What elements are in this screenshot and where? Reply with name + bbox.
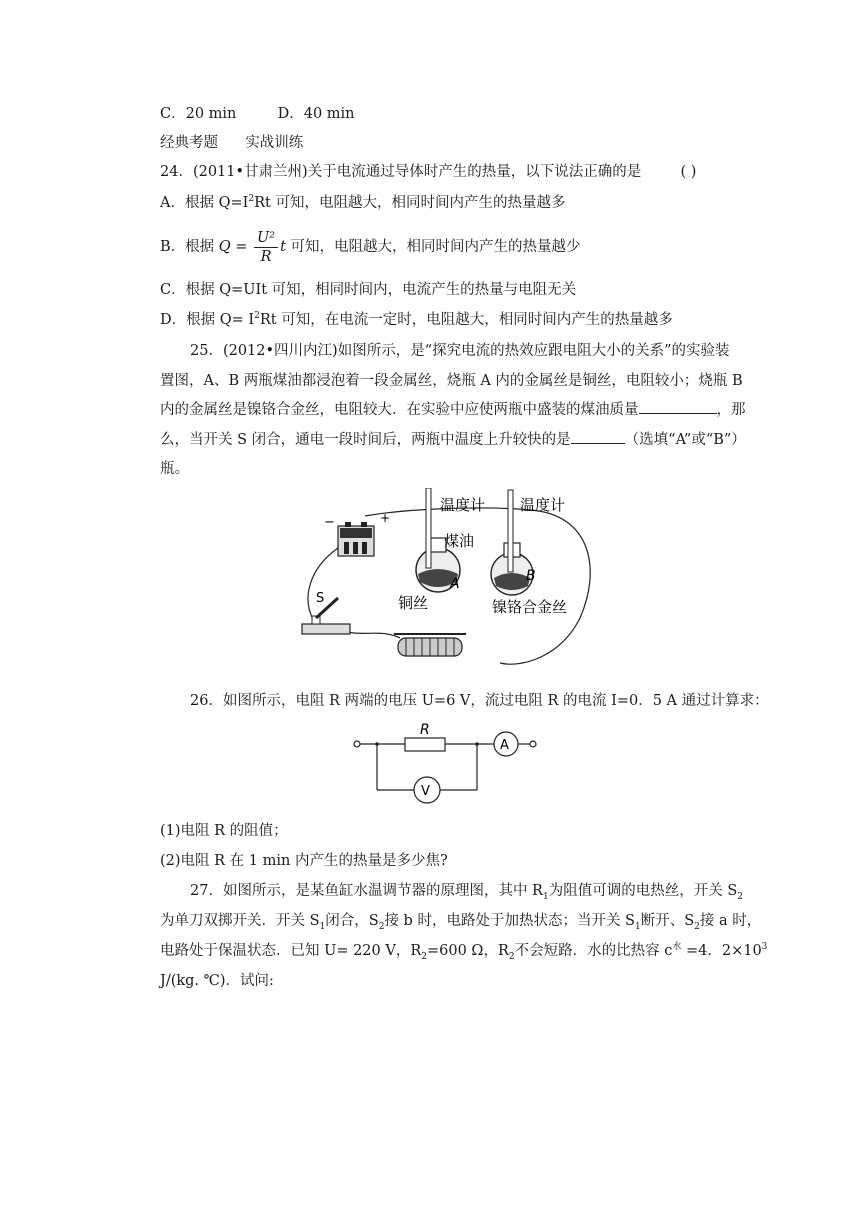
- q27-l2-sub2: 2: [378, 921, 385, 932]
- q24-option-d: [160, 309, 673, 331]
- voltmeter-label: V: [421, 784, 430, 799]
- q24-stem: [160, 161, 696, 183]
- battery-minus: −: [324, 515, 335, 530]
- fraction-denominator: R: [260, 248, 272, 265]
- q27-l3c: 不会短路．水的比热容 c: [514, 943, 673, 959]
- q27-line-2: [160, 910, 761, 932]
- q27-l2-sub4: 2: [694, 921, 700, 932]
- q27-l3-sup2: 3: [761, 942, 768, 953]
- section-title-left: 经典考题: [160, 135, 218, 151]
- q25-line-3-text: 内的金属丝是镍铬合金丝，电阻较大．在实验中应使两瓶中盛装的煤油质量: [160, 402, 639, 418]
- q24-option-c: C．根据 Q=UIt 可知，相同时间内，电流产生的热量与电阻无关: [160, 282, 577, 298]
- kerosene-label: 煤油: [444, 532, 475, 550]
- q27-l2e: 接 a 时，: [699, 913, 762, 929]
- flask-b-label: B: [526, 568, 536, 584]
- answer-paren: ( ): [680, 164, 697, 180]
- q24-option-b: [160, 228, 581, 266]
- q26-stem: 26．如图所示，电阻 R 两端的电压 U=6 V，流过电阻 R 的电流 I=0．5 A 通过计算求：: [190, 693, 769, 709]
- option-b-post: 可知，电阻越大，相同时间内产生的热量越少: [285, 239, 581, 255]
- q27-l2b: 闭合，S: [325, 913, 379, 929]
- answer-blank-1[interactable]: [639, 399, 717, 414]
- q25-line-4: [160, 429, 746, 451]
- formula-eq: =: [230, 239, 253, 255]
- q25-line-4-tail: （选填“A”或“B”）: [624, 432, 746, 448]
- q27-l1b: 为阻值可调的电热丝，开关 S: [548, 883, 738, 899]
- option-a-pre: A．根据 Q=I: [160, 195, 249, 211]
- answer-blank-2[interactable]: [571, 429, 625, 444]
- option-d-pre: D．根据 Q= I: [160, 312, 255, 328]
- q27-l1-sub: 1: [542, 891, 549, 902]
- section-title-right: 实战训练: [245, 135, 304, 151]
- q27-l3-sup: 水: [672, 942, 682, 953]
- option-a-post: Rt 可知，电阻越大，相同时间内产生的热量越多: [254, 195, 566, 211]
- thermometer-label-1: 温度计: [440, 496, 486, 514]
- q27-l2d: 断开、S: [640, 913, 695, 929]
- q27-l2c: 接 b 时，电路处于加热状态；当开关 S: [384, 913, 635, 929]
- q27-l2a: 为单刀双掷开关．开关 S: [160, 913, 320, 929]
- q27-l2-sub3: 1: [635, 921, 641, 932]
- q25-line-3: [160, 399, 746, 421]
- formula-q: Q: [218, 239, 231, 255]
- q27-l3b: =600 Ω，R: [427, 943, 509, 959]
- q25-line-4-text: 么，当开关 S 闭合，通电一段时间后，两瓶中温度上升较快的是: [160, 432, 571, 448]
- q25-apparatus-figure: [290, 488, 600, 668]
- q27-line-1: [190, 880, 743, 902]
- q26-circuit-diagram: [350, 718, 540, 808]
- option-d-post: Rt 可知，在电流一定时，电阻越大，相同时间内产生的热量越多: [259, 312, 673, 328]
- battery-plus: +: [380, 511, 391, 525]
- q27-l3-sub2: 2: [508, 951, 515, 962]
- q25-line-3-tail: ，那: [716, 402, 746, 418]
- q24-option-a: [160, 192, 565, 214]
- q25-line-2: 置图，A、B 两瓶煤油都浸泡着一段金属丝，烧瓶 A 内的金属丝是铜丝，电阻较小；烧瓶 B: [160, 373, 743, 389]
- q27-l1a: 27．如图所示，是某鱼缸水温调节器的原理图，其中 R: [190, 883, 543, 899]
- q27-l1-sub2: 2: [737, 891, 743, 902]
- flask-a-label: A: [450, 576, 460, 592]
- option-b-pre: B．根据: [160, 239, 215, 255]
- q24-stem-text: 24．(2011•甘肃兰州)关于电流通过导体时产生的热量，以下说法正确的是: [160, 164, 642, 180]
- resistor-icon: [405, 738, 445, 751]
- switch-label: S: [316, 591, 325, 606]
- section-title: [160, 132, 303, 154]
- formula-fraction: [254, 229, 278, 266]
- q27-l3-sub: 2: [421, 951, 427, 962]
- rheostat-icon: [394, 634, 466, 656]
- q27-line-3: [160, 940, 767, 962]
- q23-options: [160, 103, 355, 125]
- q26-sub-2: (2)电阻 R 在 1 min 内产生的热量是多少焦?: [160, 853, 448, 869]
- q26-sub-1: (1)电阻 R 的阻值；: [160, 823, 288, 839]
- q27-l2-sub: 1: [319, 921, 326, 932]
- copper-wire-label: 铜丝: [398, 594, 429, 612]
- q25-line-5: 瓶。: [160, 461, 189, 477]
- q27-l3d: =4．2×10: [681, 943, 762, 959]
- resistor-label: R: [420, 722, 430, 738]
- option-c: C．20 min: [160, 106, 237, 122]
- option-d-sup: 2: [254, 311, 260, 322]
- fraction-numerator: U²: [254, 229, 278, 248]
- formula-t: t: [280, 239, 286, 255]
- nichrome-wire-label: 镍铬合金丝: [492, 598, 568, 616]
- q27-line-4: J/(kg. ℃)．试问:: [160, 973, 274, 989]
- option-a-sup: 2: [248, 194, 255, 205]
- q25-line-1: 25．(2012•四川内江)如图所示，是“探究电流的热效应跟电阻大小的关系”的实验装: [190, 343, 730, 359]
- thermometer-label-2: 温度计: [520, 496, 566, 514]
- switch-icon: [302, 598, 350, 634]
- ammeter-label: A: [500, 738, 509, 753]
- option-d: D．40 min: [277, 106, 355, 122]
- battery-icon: [338, 522, 374, 556]
- q27-l3a: 电路处于保温状态．已知 U= 220 V，R: [160, 943, 422, 959]
